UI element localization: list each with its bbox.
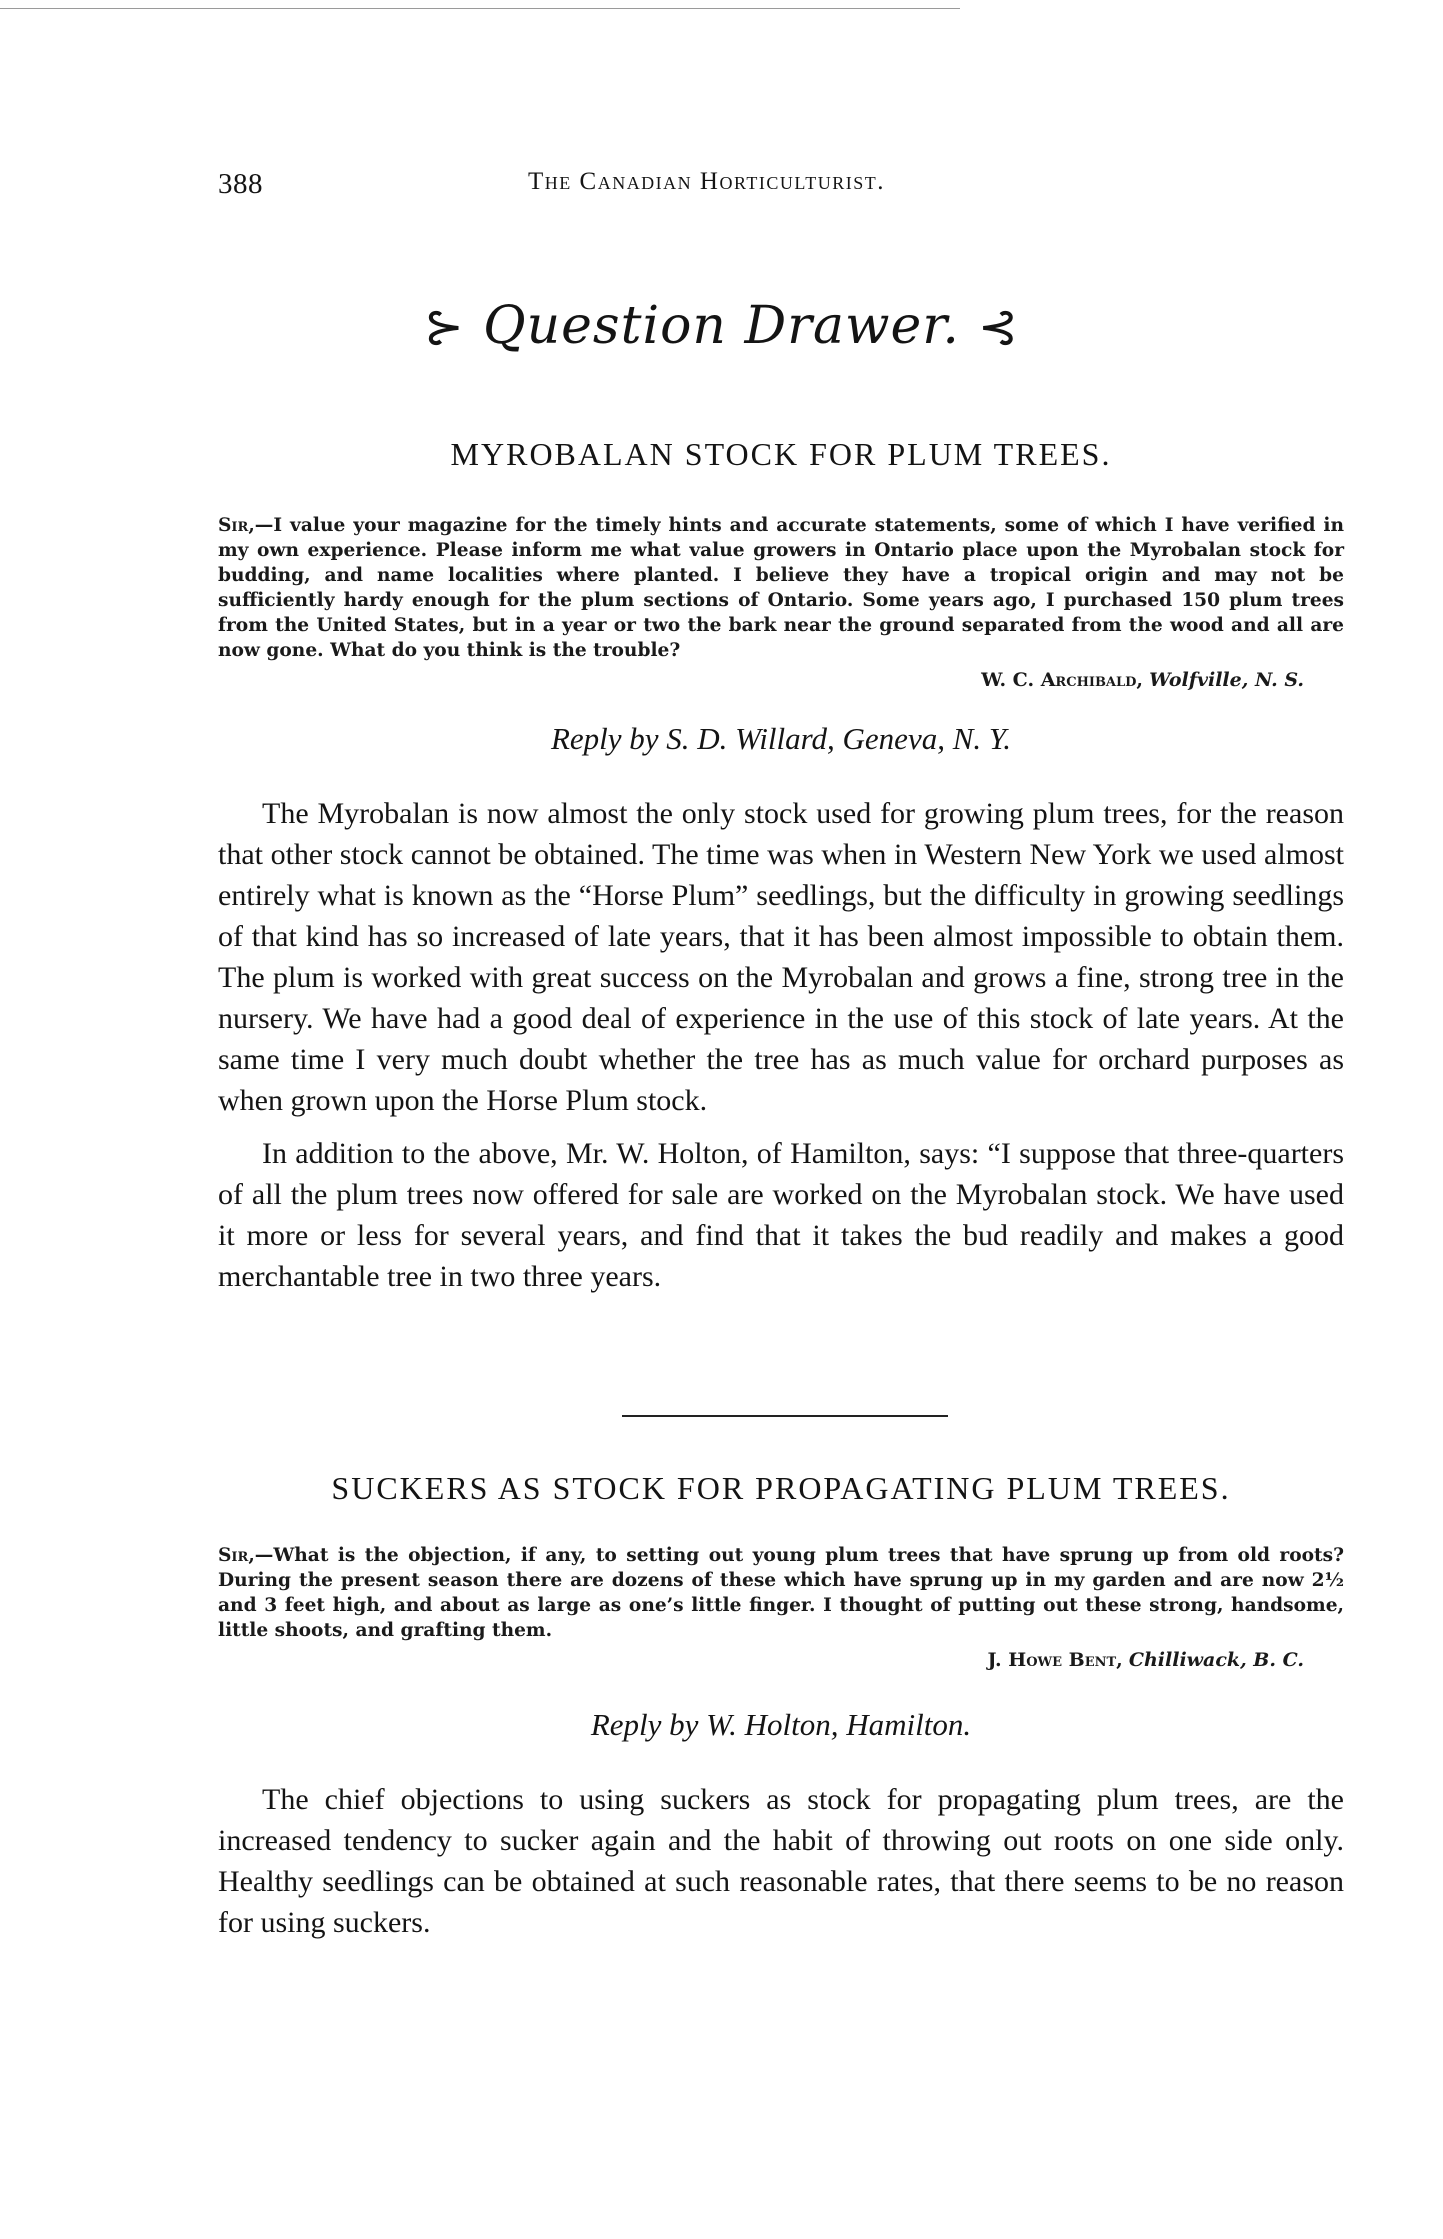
letter-salutation: Sir, bbox=[218, 515, 255, 536]
signature-place: Chilliwack, B. C. bbox=[1128, 1649, 1304, 1671]
letter-text: —What is the objection, if any, to setting out young plum trees that have sprung up from old roots? During the present season there are dozens of these which have sprung up in my garden and are now 2½ and 3 feet high, and about as large as one’s little finger. I thought of putting out these strong, handsome, little shoots, and grafting them. bbox=[218, 1545, 1344, 1641]
section-divider bbox=[622, 1415, 948, 1417]
reply-paragraph: In addition to the above, Mr. W. Holton, of Hamilton, says: “I suppose that three-quarters of all the plum trees now offered for sale are worked on the Myrobalan stock. We have used it more or less for several years, and find that it takes the bud readily and makes a good merchantable tree in two three years. bbox=[218, 1137, 1344, 1293]
article-title: SUCKERS AS STOCK FOR PROPAGATING PLUM TREES. bbox=[331, 1470, 1231, 1506]
ornament-right-icon: ⊰ bbox=[977, 299, 1020, 355]
reply-paragraph: The Myrobalan is now almost the only stock used for growing plum trees, for the reason that other stock cannot be obtained. The time was when in Western New York we used almost entirely what is known as the “Horse Plum” seedlings, but the difficulty in growing seedlings of that kind has so increased of late years, that it has been almost impossible to obtain them. The plum is worked with great success on the Myrobalan and grows a fine, strong tree in the nursery. We have had a good deal of experience in the use of this stock of late years. At the same time I very much doubt whether the tree has as much value for orchard purposes as when grown upon the Horse Plum stock. bbox=[218, 797, 1344, 1117]
signature-name: W. C. Archibald, bbox=[981, 669, 1144, 691]
page-number: 388 bbox=[218, 168, 263, 200]
department-title bbox=[0, 296, 1443, 356]
reply-heading: Reply by S. D. Willard, Geneva, N. Y. bbox=[550, 721, 1012, 756]
letter-signature bbox=[218, 669, 1344, 691]
reader-letter bbox=[218, 1543, 1344, 1643]
department-title-text: Question Drawer. bbox=[483, 296, 960, 356]
reader-letter bbox=[218, 513, 1344, 663]
top-rule bbox=[0, 8, 960, 9]
article-title: MYROBALAN STOCK FOR PLUM TREES. bbox=[450, 436, 1112, 472]
ornament-left-icon: ⊱ bbox=[423, 299, 466, 355]
letter-text: —I value your magazine for the timely hints and accurate statements, some of which I have verified in my own experience. Please inform me what value growers in Ontario place upon the Myrobalan stock for budding, and name localities where planted. I believe they have a tropical origin and may not be sufficiently hardy enough for the plum sections of Ontario. Some years ago, I purchased 150 plum trees from the United States, but in a year or two the bark near the ground separated from the wood and all are now gone. What do you think is the trouble? bbox=[218, 515, 1344, 661]
letter-salutation: Sir, bbox=[218, 1545, 255, 1566]
signature-name: J. Howe Bent, bbox=[987, 1649, 1123, 1671]
reply-heading: Reply by W. Holton, Hamilton. bbox=[590, 1707, 972, 1742]
page-header bbox=[218, 168, 1338, 208]
article-myrobalan bbox=[218, 436, 1344, 1297]
running-title: The Canadian Horticulturist. bbox=[528, 168, 885, 195]
reply-paragraph: The chief objections to using suckers as stock for propagating plum trees, are the increased tendency to sucker again and the habit of throwing out roots on one side only. Healthy seedlings can be obtained at such reasonable rates, that there seems to be no reason for using suckers. bbox=[218, 1783, 1344, 1939]
article-suckers bbox=[218, 1470, 1344, 1943]
signature-place: Wolfville, N. S. bbox=[1149, 669, 1304, 691]
letter-signature bbox=[218, 1649, 1344, 1671]
